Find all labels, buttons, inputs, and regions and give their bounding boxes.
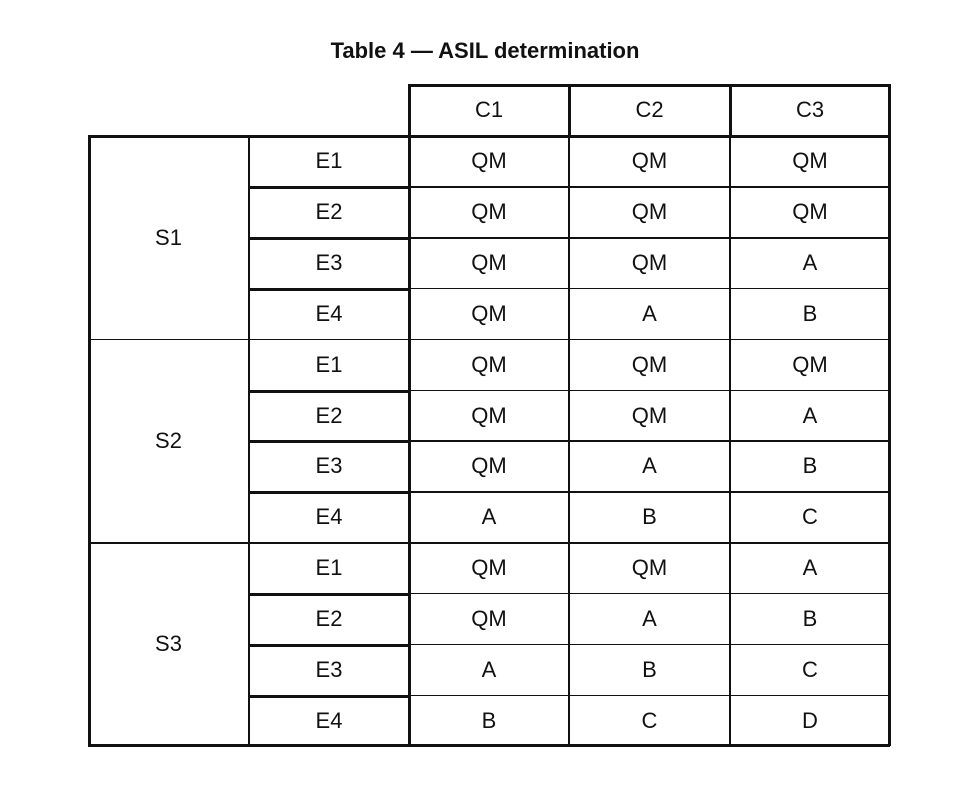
severity-label-s2: S2 <box>155 427 182 453</box>
asil-cell: QM <box>471 148 507 174</box>
table-rule <box>409 186 890 188</box>
table-rule <box>249 288 409 291</box>
table-rule <box>888 84 891 136</box>
asil-cell: QM <box>471 555 507 581</box>
asil-cell: A <box>642 453 657 479</box>
table-rule <box>409 593 890 595</box>
asil-cell: B <box>802 300 818 326</box>
table-rule <box>249 491 409 494</box>
asil-cell: C <box>802 656 818 682</box>
asil-cell: A <box>802 250 818 276</box>
table-rule <box>88 135 890 138</box>
asil-cell: A <box>481 504 497 530</box>
table-rule <box>249 390 409 393</box>
asil-cell: QM <box>631 351 668 377</box>
asil-cell: B <box>481 707 497 733</box>
table-rule <box>249 593 409 596</box>
exposure-label: E3 <box>315 250 343 276</box>
table-rule <box>249 186 409 189</box>
asil-cell: A <box>802 402 818 428</box>
table-rule <box>249 644 409 647</box>
asil-cell: QM <box>631 250 668 276</box>
exposure-label: E1 <box>315 148 343 174</box>
exposure-label: E3 <box>315 656 343 682</box>
exposure-label: E2 <box>315 402 343 428</box>
asil-cell: D <box>802 707 818 733</box>
asil-cell: QM <box>471 605 507 631</box>
asil-cell: QM <box>792 199 828 225</box>
asil-cell: QM <box>471 250 507 276</box>
table-rule <box>249 440 409 443</box>
table-rule <box>88 542 890 544</box>
exposure-label: E1 <box>315 351 343 377</box>
table-rule <box>249 695 409 698</box>
severity-label-s3: S3 <box>155 631 182 657</box>
asil-cell: B <box>642 504 657 530</box>
table-rule <box>88 744 890 747</box>
table-rule <box>409 491 890 493</box>
asil-cell: QM <box>471 199 507 225</box>
table-rule <box>729 84 732 136</box>
column-header-c2: C2 <box>635 97 664 122</box>
table-rule <box>409 390 890 392</box>
table-rule <box>568 84 571 136</box>
asil-cell: QM <box>471 402 507 428</box>
table-rule <box>409 288 890 290</box>
table-rule <box>408 84 411 136</box>
table-rule <box>409 644 890 646</box>
exposure-label: E4 <box>315 300 343 326</box>
asil-cell: A <box>642 605 657 631</box>
table-rule <box>88 339 890 341</box>
column-header-c1: C1 <box>474 97 504 122</box>
exposure-label: E1 <box>315 555 343 581</box>
table-rule <box>409 440 890 442</box>
asil-cell: C <box>802 504 818 530</box>
exposure-label: E3 <box>315 453 343 479</box>
asil-cell: A <box>802 555 818 581</box>
asil-cell: QM <box>631 148 668 174</box>
table-rule <box>88 135 91 746</box>
table-rule <box>249 237 409 240</box>
table-title: Table 4 — ASIL determination <box>330 38 640 63</box>
column-header-c3: C3 <box>795 97 825 122</box>
asil-cell: A <box>481 656 497 682</box>
asil-cell: A <box>642 300 657 326</box>
asil-cell: QM <box>631 199 668 225</box>
asil-cell: QM <box>792 351 828 377</box>
exposure-label: E4 <box>315 504 343 530</box>
table-rule <box>409 237 890 239</box>
asil-cell: B <box>802 605 818 631</box>
exposure-label: E2 <box>315 199 343 225</box>
asil-cell: B <box>802 453 818 479</box>
asil-cell: QM <box>792 148 828 174</box>
severity-label-s1: S1 <box>155 224 182 250</box>
asil-cell: QM <box>471 453 507 479</box>
asil-cell: B <box>642 656 657 682</box>
asil-cell: QM <box>631 402 668 428</box>
asil-cell: QM <box>631 555 668 581</box>
table-rule <box>409 695 890 697</box>
exposure-label: E2 <box>315 605 343 631</box>
asil-cell: QM <box>471 300 507 326</box>
exposure-label: E4 <box>315 707 343 733</box>
asil-cell: C <box>641 707 658 733</box>
table-rule <box>408 84 891 87</box>
asil-cell: QM <box>471 351 507 377</box>
